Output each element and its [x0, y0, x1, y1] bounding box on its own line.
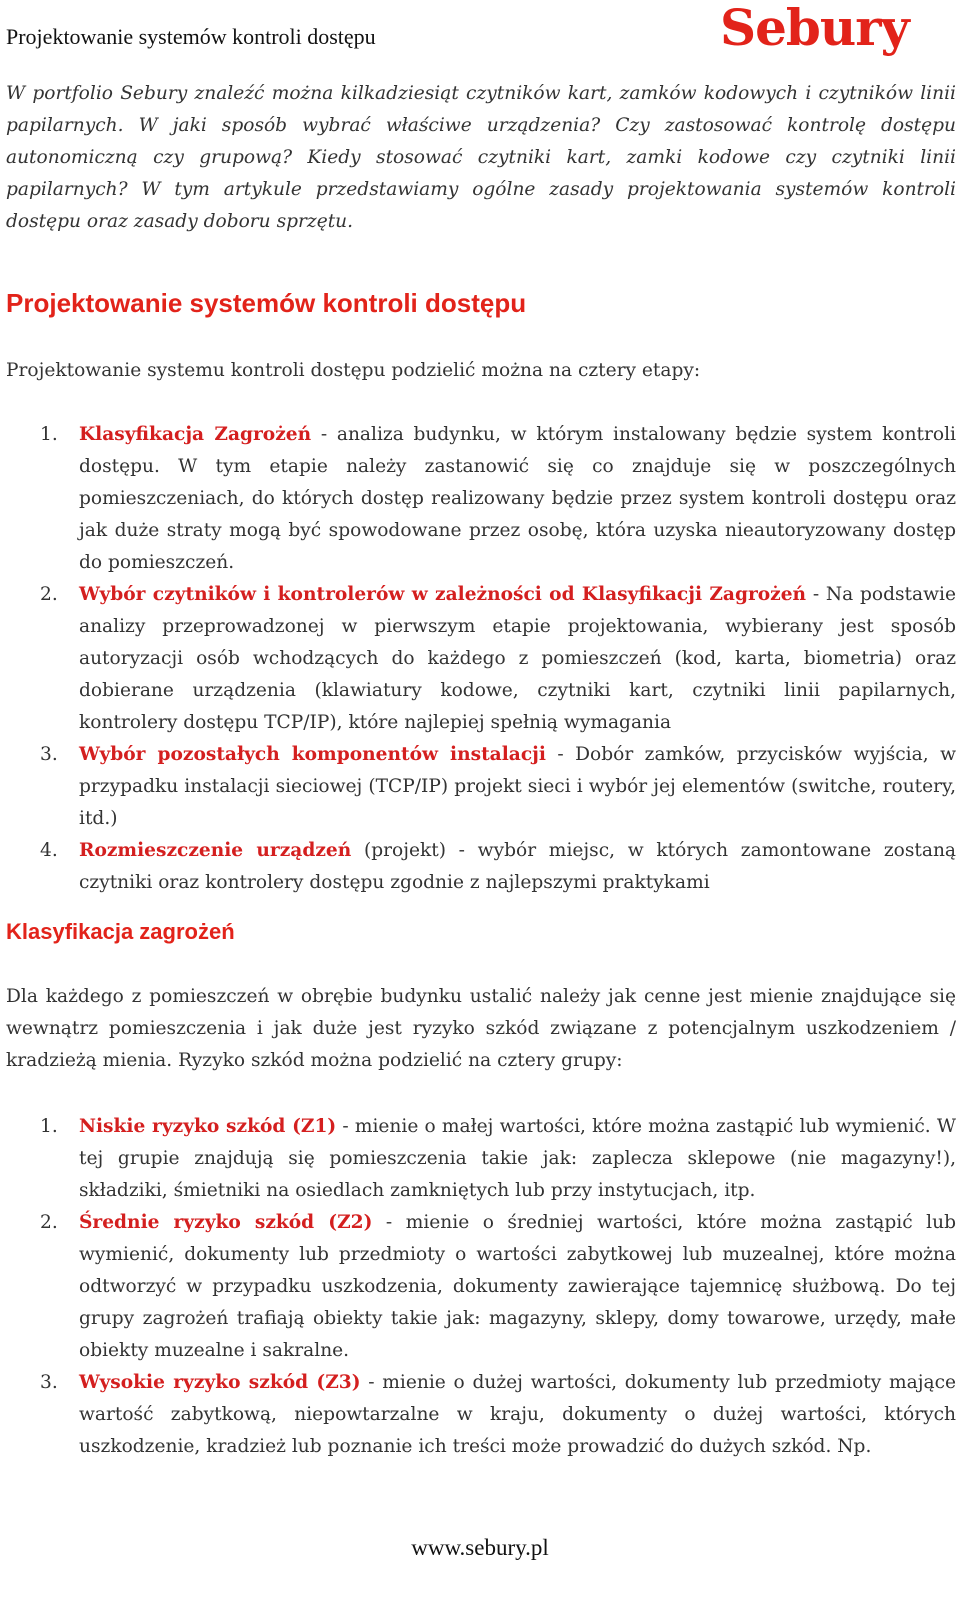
- intro-paragraph: W portfolio Sebury znaleźć można kilkadziesiąt czytników kart, zamków kodowych i czytników linii papilarnych. W jaki sposób wybrać właściwe urządzenia? Czy zastosować kontrolę dostępu autonomiczną czy grupową? Kiedy stosować czytniki kart, zamki kodowe czy czytniki linii papilarnych? W tym artykule przedstawiamy ogólne zasady projektowania systemów kontroli dostępu oraz zasady doboru sprzętu.: [6, 83, 956, 232]
- list-number: 2.: [40, 1212, 58, 1233]
- list-number: 1.: [40, 1116, 58, 1137]
- list-item-text: - mienie o średniej wartości, które można zastąpić lub wymienić, dokumenty lub przedmioty o wartości zabytkowej lub muzealnej, które można odtworzyć w przypadku uszkodzenia, dokumenty zawierające tajemnicę służbową. Do tej grupy zagrożeń trafiają obiekty takie jak: magazyny, sklepy, domy towarowe, urzędy, małe obiekty muzealne i sakralne.: [79, 1212, 956, 1361]
- list-item-title: Rozmieszczenie urządzeń: [79, 840, 352, 861]
- list-item: [6, 739, 956, 835]
- list-item: [6, 835, 956, 899]
- section2-lead: Dla każdego z pomieszczeń w obrębie budynku ustalić należy jak cenne jest mienie znajdujące się wewnątrz pomieszczenia i jak duże jest ryzyko szkód związane z potencjalnym uszkodzeniem / kradzieżą mienia. Ryzyko szkód można podzielić na cztery grupy:: [6, 986, 956, 1071]
- list-item-text: - Na podstawie analizy przeprowadzonej w pierwszym etapie projektowania, wybierany jest sposób autoryzacji osób wchodzących do każdego z pomieszczeń (kod, karta, biometria) oraz dobierane urządzenia (klawiatury kodowe, czytniki kart, czytniki linii papilarnych, kontrolery dostępu TCP/IP), które najlepiej spełnią wymagania: [79, 584, 956, 733]
- list-item-title: Średnie ryzyko szkód (Z2): [79, 1212, 373, 1233]
- list-item-title: Niskie ryzyko szkód (Z1): [79, 1116, 337, 1137]
- list-item-text: - mienie o dużej wartości, dokumenty lub przedmioty mające wartość zabytkową, niepowtarzalne w kraju, dokumenty o dużej wartości, których uszkodzenie, kradzież lub poznanie ich treści może prowadzić do dużych szkód. Np.: [79, 1372, 956, 1457]
- section-heading-threats: Klasyfikacja zagrożeń: [6, 919, 235, 944]
- footer-url: www.sebury.pl: [411, 1535, 549, 1560]
- section-heading-design: Projektowanie systemów kontroli dostępu: [6, 288, 527, 318]
- list-item-title: Klasyfikacja Zagrożeń: [79, 424, 312, 445]
- section1-lead: Projektowanie systemu kontroli dostępu podzielić można na cztery etapy:: [6, 360, 701, 381]
- page-header: [0, 0, 960, 70]
- list-item: [6, 579, 956, 739]
- design-stages-list: [6, 419, 956, 899]
- list-item-text: (projekt) - wybór miejsc, w których zamontowane zostaną czytniki oraz kontrolery dostępu zgodnie z najlepszymi praktykami: [79, 840, 957, 893]
- list-item-text: - mienie o małej wartości, które można zastąpić lub wymienić. W tej grupie znajdują się pomieszczenia takie jak: zaplecza sklepowe (nie magazyny!), składziki, śmietniki na osiedlach zamkniętych lub przy instytucjach, itp.: [79, 1116, 956, 1201]
- document-body: [6, 78, 956, 1463]
- list-number: 4.: [40, 840, 58, 861]
- list-number: 1.: [40, 424, 58, 445]
- list-number: 3.: [40, 744, 58, 765]
- sebury-logo: Sebury: [720, 0, 909, 57]
- list-item: [6, 1111, 956, 1207]
- document-title: Projektowanie systemów kontroli dostępu: [6, 24, 376, 49]
- list-item-title: Wysokie ryzyko szkód (Z3): [79, 1372, 361, 1393]
- list-item: [6, 419, 956, 579]
- list-item: [6, 1367, 956, 1463]
- list-item-text: - analiza budynku, w którym instalowany będzie system kontroli dostępu. W tym etapie należy zastanowić się co znajduje się w poszczególnych pomieszczeniach, do których dostęp realizowany będzie przez system kontroli dostępu oraz jak duże straty mogą być spowodowane przez osobę, która uzyska nieautoryzowany dostęp do pomieszczeń.: [79, 424, 956, 573]
- risk-groups-list: [6, 1111, 956, 1463]
- list-number: 2.: [40, 584, 58, 605]
- list-item-title: Wybór pozostałych komponentów instalacji: [79, 744, 546, 765]
- list-item-title: Wybór czytników i kontrolerów w zależności od Klasyfikacji Zagrożeń: [79, 584, 807, 605]
- list-item: [6, 1207, 956, 1367]
- list-item-text: - Dobór zamków, przycisków wyjścia, w przypadku instalacji sieciowej (TCP/IP) projekt sieci i wybór jej elementów (switche, routery, itd.): [79, 744, 956, 829]
- list-number: 3.: [40, 1372, 58, 1393]
